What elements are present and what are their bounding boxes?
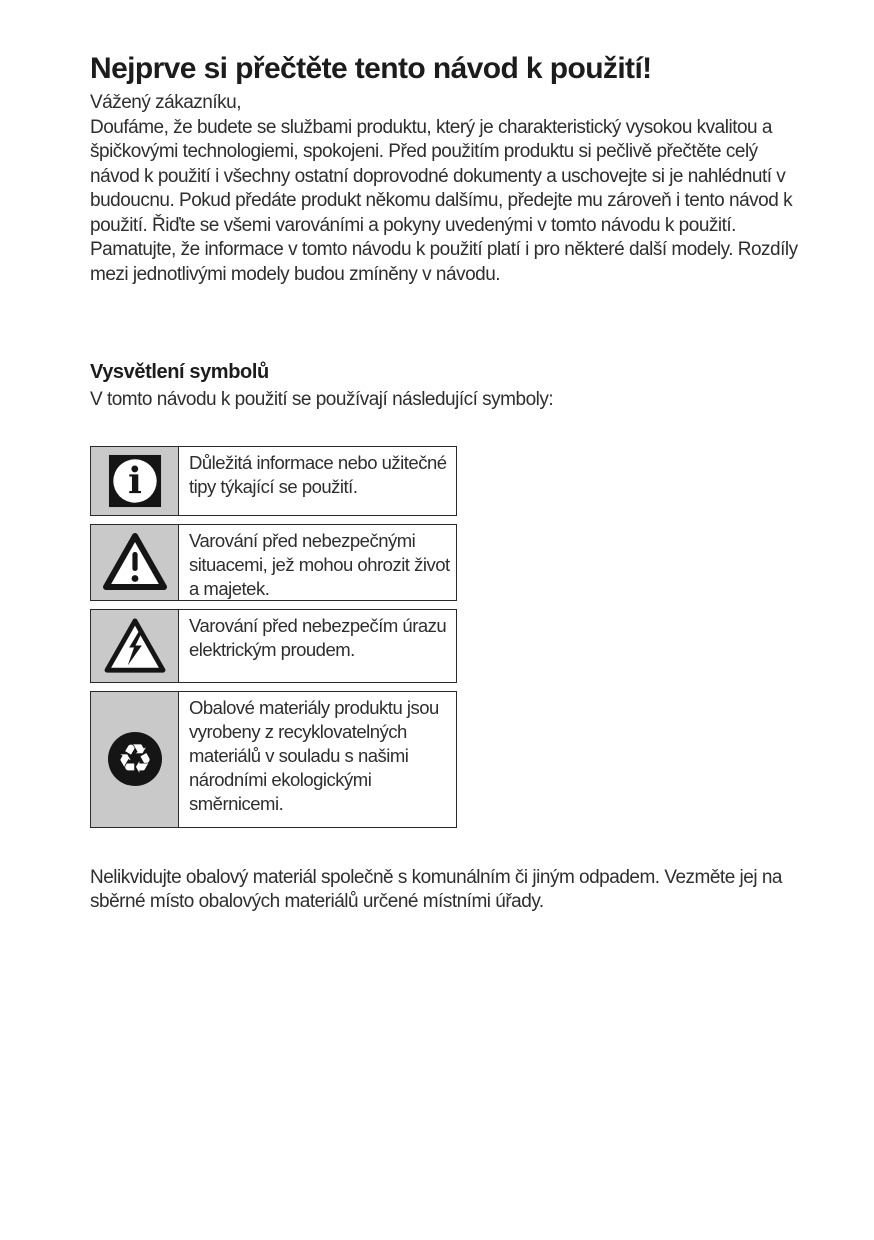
symbol-row-warning <box>90 524 457 601</box>
symbol-row-text: Varování před nebezpečnými situacemi, jež mohou ohrozit život a majetek. <box>189 529 450 599</box>
symbol-row-recycling <box>90 691 457 828</box>
salutation: Vážený zákazníku, <box>90 92 241 113</box>
symbol-row-electric <box>90 609 457 683</box>
svg-text:i: i <box>127 459 142 503</box>
symbols-section-lead: V tomto návodu k použití se používají následující symboly: <box>90 389 554 410</box>
warning-triangle-icon <box>91 525 179 600</box>
symbol-row-text: Důležitá informace nebo užitečné tipy týkající se použití. <box>189 451 447 497</box>
symbol-row-text: Varování před nebezpečím úrazu elektrickým proudem. <box>189 614 447 660</box>
page-content <box>90 0 802 915</box>
symbols-section-heading: Vysvětlení symbolů <box>90 361 269 383</box>
recycling-icon <box>91 692 179 827</box>
svg-text:♻: ♻ <box>116 736 153 783</box>
symbol-table <box>90 446 457 828</box>
intro-paragraph: Doufáme, že budete se službami produktu, který je charakteristický vysokou kvalitou a špičkovými technologiemi, spokojeni. Před použitím produktu si pečlivě přečtěte celý návod k použití i všechny ostatní doprovodné dokumenty a uschovejte si je nahlédnutí v budoucnu. Pokud předáte produkt někomu dalšímu, předejte mu zároveň i tento návod k použití. Řiďte se všemi varováními a pokyny uvedenými v tomto návodu k použití. Pamatujte, že informace v tomto návodu k použití platí i pro některé další modely. Rozdíly mezi jednotlivými modely budou zmíněny v návodu. <box>90 116 798 285</box>
info-icon <box>91 447 179 515</box>
packaging-disposal-note: Nelikvidujte obalový materiál společně s komunálním či jiným odpadem. Vezměte jej na sběrné místo obalových materiálů určené místními úřady. <box>90 866 782 912</box>
electric-shock-icon <box>91 610 179 682</box>
symbol-row-text: Obalové materiály produktu jsou vyrobeny z recyklovatelných materiálů v souladu s našimi národními ekologickými směrnicemi. <box>189 696 439 814</box>
symbol-row-info <box>90 446 457 516</box>
page-title: Nejprve si přečtěte tento návod k použití! <box>90 52 652 85</box>
